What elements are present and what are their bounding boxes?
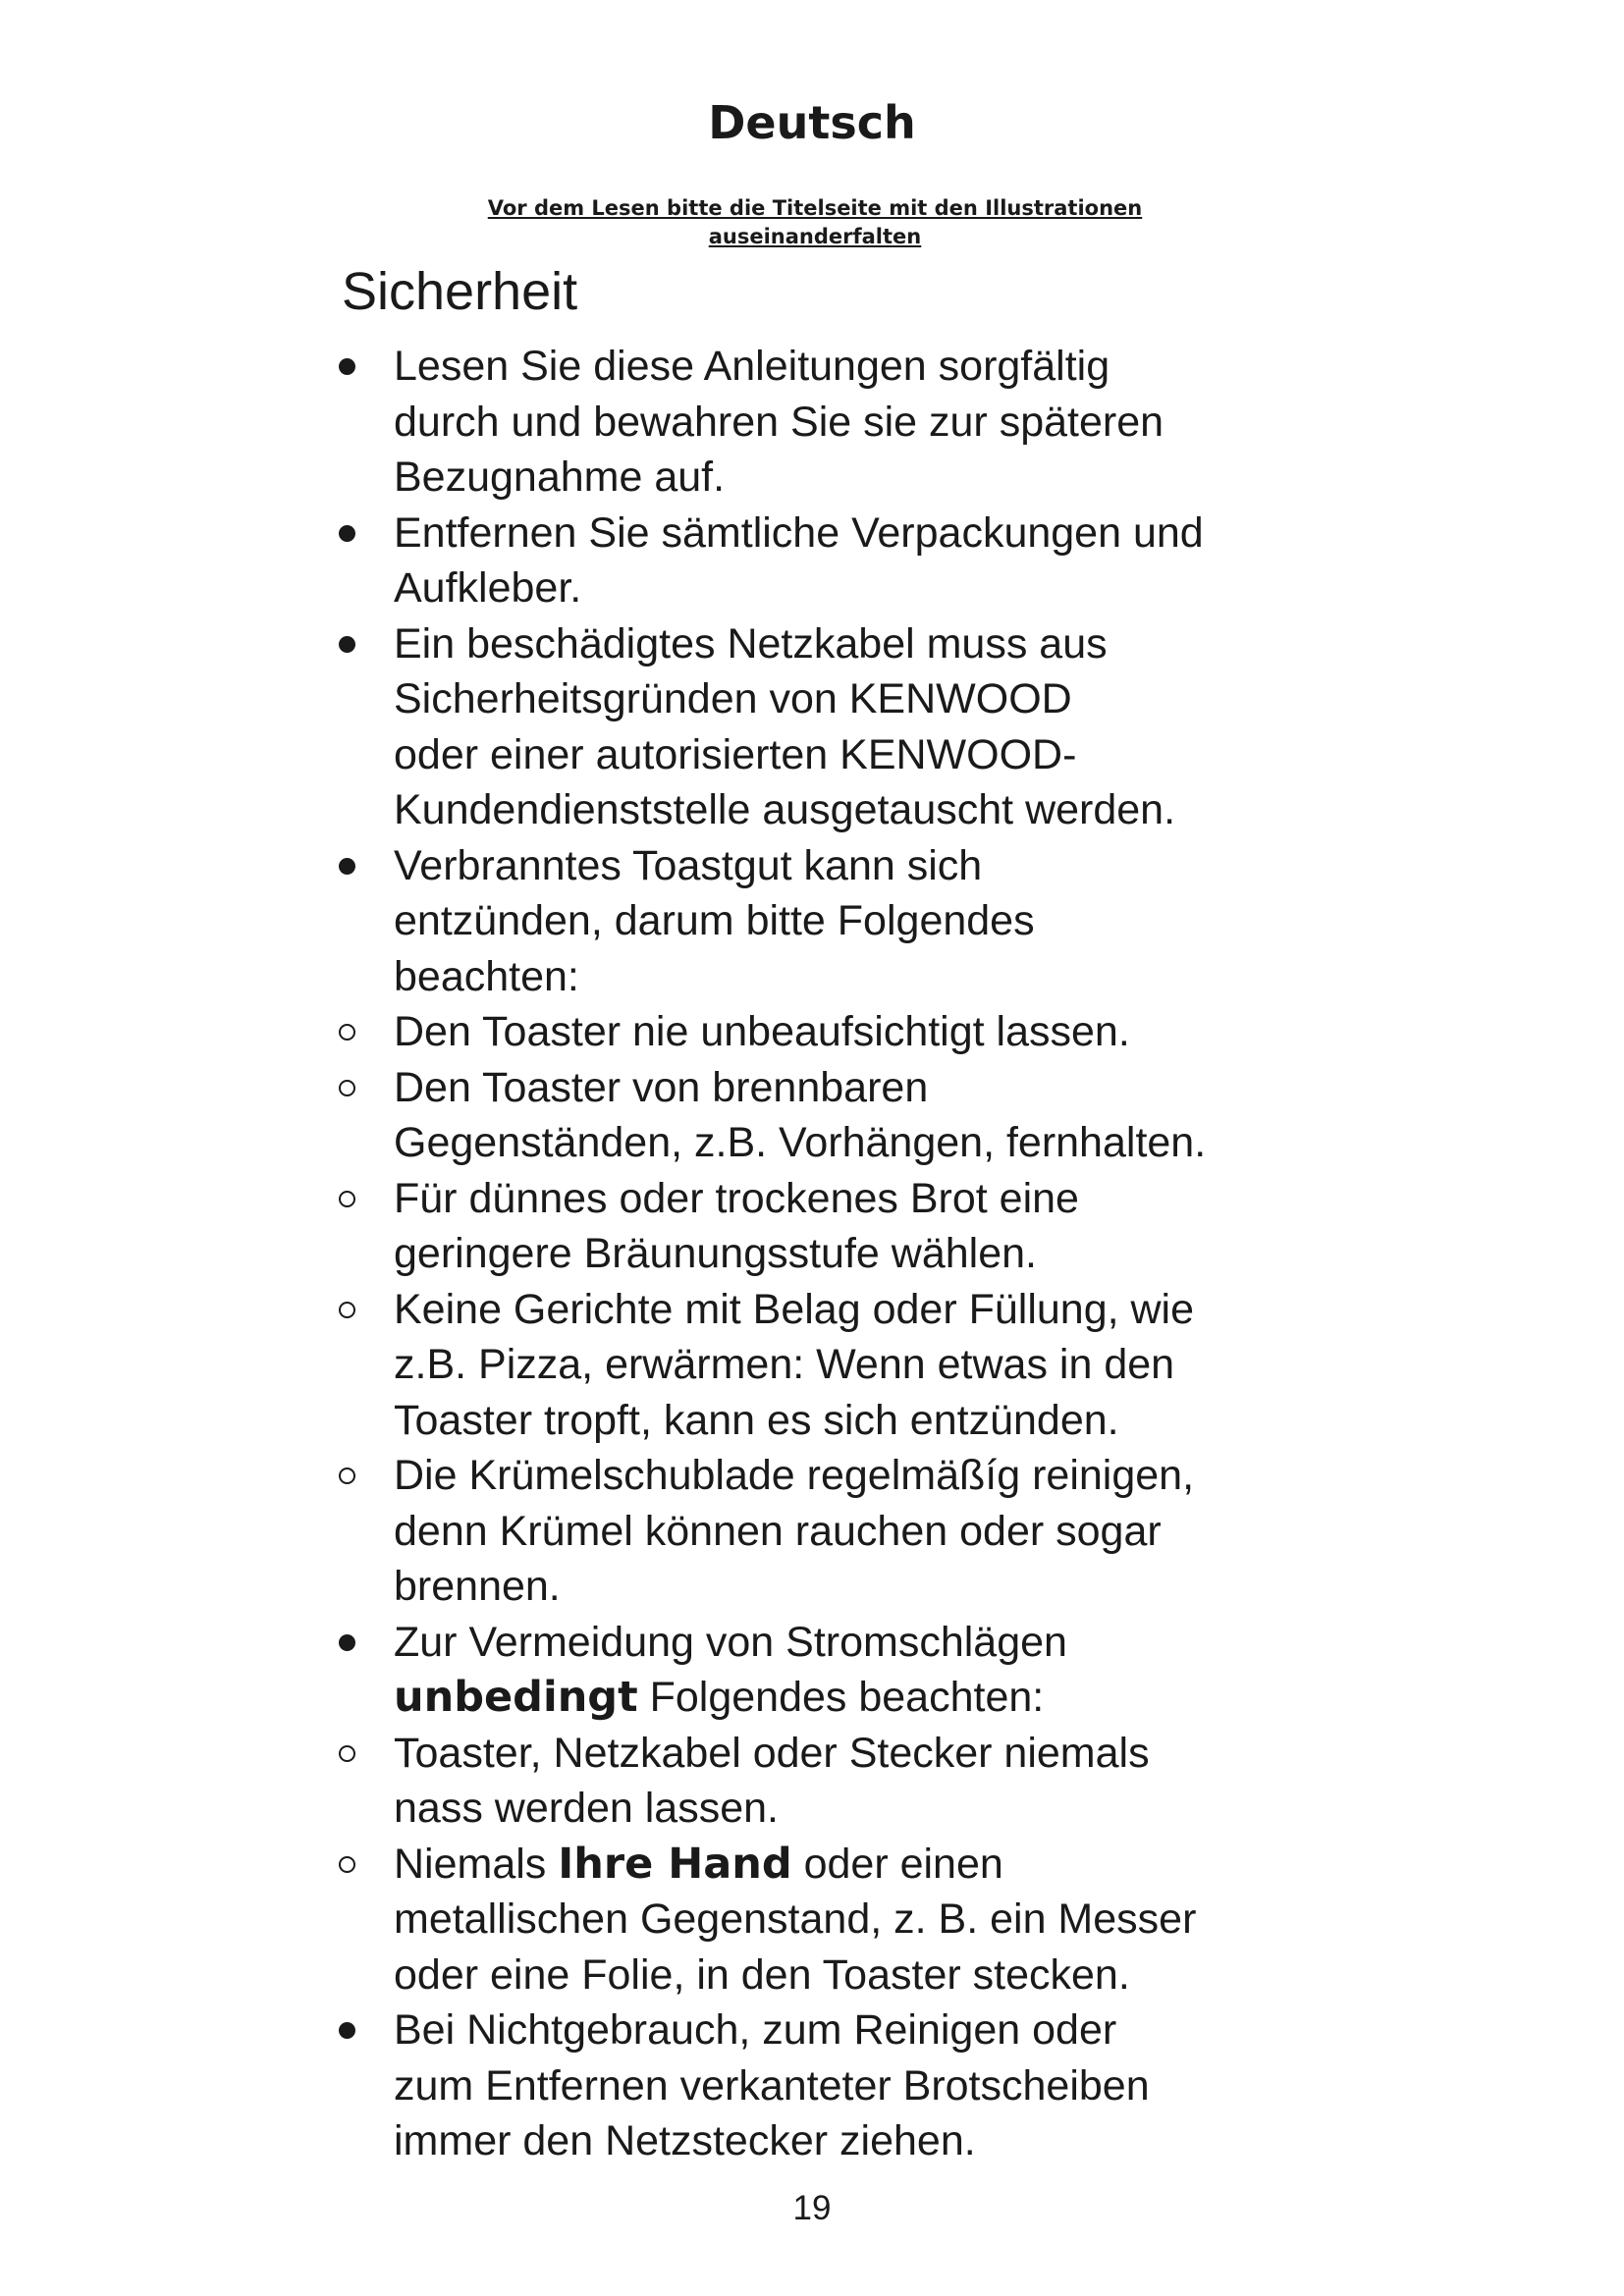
emphasis-text: Ihre Hand — [558, 1839, 792, 1889]
item-line: Bei Nichtgebrauch, zum Reinigen oder — [394, 2006, 1117, 2054]
item-line: denn Krümel können rauchen oder sogar — [394, 1507, 1162, 1555]
item-text: Folgendes beachten: — [637, 1674, 1045, 1721]
item-line: Toaster tropft, kann es sich entzünden. — [394, 1396, 1119, 1444]
safety-item — [339, 1615, 1321, 1726]
safety-item — [339, 506, 1321, 616]
item-line: metallischen Gegenstand, z. B. ein Messer — [394, 1896, 1197, 1943]
filled-bullet-icon — [339, 636, 355, 653]
hollow-bullet-icon — [339, 1468, 355, 1484]
item-line: Sicherheitsgründen von KENWOOD — [394, 675, 1072, 722]
item-line: immer den Netzstecker ziehen. — [394, 2117, 976, 2164]
item-line: Aufkleber. — [394, 564, 582, 612]
item-line: beachten: — [394, 952, 579, 1000]
section-title: Sicherheit — [342, 262, 578, 321]
item-line: Entfernen Sie sämtliche Verpackungen und — [394, 508, 1204, 557]
item-line: Den Toaster von brennbaren — [394, 1063, 929, 1111]
notice-line: Vor dem Lesen bitte die Titelseite mit den Illustrationen — [487, 196, 1143, 220]
item-line: Verbranntes Toastgut kann sich — [394, 841, 983, 889]
safety-subitem — [339, 1726, 1321, 1837]
item-line: entzünden, darum bitte Folgendes — [394, 897, 1035, 944]
emphasis-text: unbedingt — [394, 1673, 638, 1722]
item-line: Den Toaster nie unbeaufsichtigt lassen. — [394, 1008, 1130, 1055]
item-line: zum Entfernen verkanteter Brotscheiben — [394, 2061, 1150, 2109]
item-line: Ein beschädigtes Netzkabel muss aus — [394, 619, 1108, 667]
item-line: Toaster, Netzkabel oder Stecker niemals — [394, 1729, 1150, 1777]
hollow-bullet-icon — [339, 1302, 355, 1318]
item-line: z.B. Pizza, erwärmen: Wenn etwas in den — [394, 1341, 1175, 1388]
item-line: durch und bewahren Sie sie zur späteren — [394, 398, 1164, 446]
item-line: brennen. — [394, 1563, 561, 1610]
filled-bullet-icon — [339, 1634, 355, 1651]
safety-subitem — [339, 1282, 1321, 1449]
item-line: Zur Vermeidung von Stromschlägen — [394, 1618, 1067, 1666]
safety-subitem — [339, 1448, 1321, 1615]
page-title: Deutsch — [708, 96, 916, 149]
item-line: Lesen Sie diese Anleitungen sorgfältig — [394, 343, 1110, 390]
item-line: Für dünnes oder trockenes Brot eine — [394, 1174, 1079, 1222]
item-line: geringere Bräunungsstufe wählen. — [394, 1230, 1037, 1277]
safety-item — [339, 339, 1321, 506]
safety-item — [339, 838, 1321, 1005]
safety-subitem — [339, 1004, 1321, 1060]
notice-line: auseinanderfalten — [708, 225, 922, 248]
item-line: nass werden lassen. — [394, 1785, 779, 1832]
item-line: Bezugnahme auf. — [394, 454, 726, 501]
item-line: Gegenständen, z.B. Vorhängen, fernhalten. — [394, 1119, 1207, 1166]
item-line: oder einer autorisierten KENWOOD- — [394, 730, 1077, 778]
filled-bullet-icon — [339, 358, 355, 375]
safety-subitem — [339, 1171, 1321, 1282]
safety-list — [339, 339, 1321, 2169]
page-number: 19 — [792, 2189, 832, 2227]
item-line: oder eine Folie, in den Toaster stecken. — [394, 1950, 1130, 1999]
safety-subitem — [339, 1837, 1321, 2003]
item-line — [394, 1837, 1321, 1893]
hollow-bullet-icon — [339, 1080, 355, 1096]
item-line: Keine Gerichte mit Belag oder Füllung, wie — [394, 1285, 1195, 1333]
item-line: Die Krümelschublade regelmäßíg reinigen, — [394, 1452, 1195, 1499]
hollow-bullet-icon — [339, 1024, 355, 1041]
fold-out-notice — [353, 194, 1276, 251]
item-line — [394, 1670, 1321, 1726]
safety-item — [339, 2002, 1321, 2169]
filled-bullet-icon — [339, 525, 355, 542]
hollow-bullet-icon — [339, 1745, 355, 1762]
hollow-bullet-icon — [339, 1856, 355, 1873]
item-text: Niemals — [394, 1840, 559, 1888]
safety-subitem — [339, 1060, 1321, 1171]
filled-bullet-icon — [339, 858, 355, 875]
item-line: Kundendienststelle ausgetauscht werden. — [394, 786, 1176, 833]
hollow-bullet-icon — [339, 1191, 355, 1207]
item-text: oder einen — [791, 1840, 1003, 1888]
filled-bullet-icon — [339, 2022, 355, 2039]
safety-item — [339, 616, 1321, 838]
